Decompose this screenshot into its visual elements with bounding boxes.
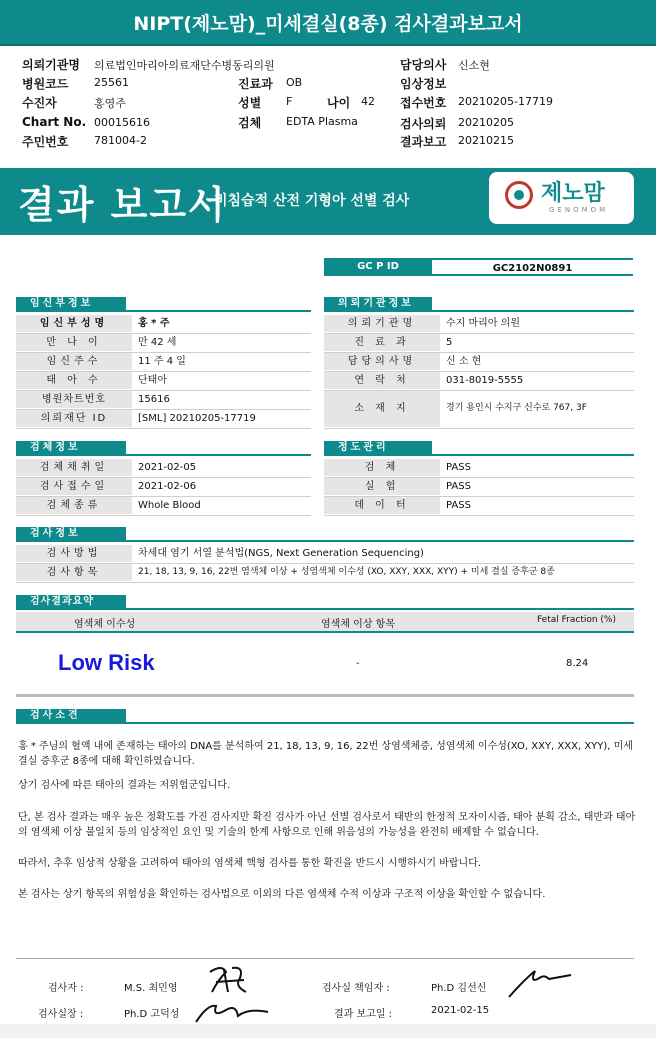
tester-label: 검사자 : <box>48 983 84 994</box>
summary-header-row <box>16 612 634 631</box>
meta-label-dept: 진료과 <box>238 77 273 91</box>
meta-label-institution: 의뢰기관명 <box>22 58 80 72</box>
footer-strip <box>0 1024 656 1038</box>
divider <box>16 540 634 542</box>
value-foundation-id: [SML] 20210205-17719 <box>138 413 256 424</box>
label-specimen-type: 검체종류 <box>16 497 132 514</box>
fetal-fraction-value: 8.24 <box>566 658 589 669</box>
label-test-items: 검사항목 <box>16 564 132 581</box>
value-qc-specimen: PASS <box>446 462 471 473</box>
meta-value-institution: 의료법인마리아의료재단수병동리의원 <box>94 59 275 72</box>
genomom-logo <box>489 172 634 224</box>
value-specimen-type: Whole Blood <box>138 500 201 511</box>
label-age: 만 나 이 <box>16 334 132 351</box>
meta-label-age: 나이 <box>327 96 351 110</box>
label-doctor-name: 담당의사명 <box>324 353 440 370</box>
row-divider <box>16 515 311 516</box>
report-date-value: 2021-02-15 <box>431 1005 490 1016</box>
value-gestation: 11 주 4 일 <box>138 356 186 367</box>
meta-label-clinical-info: 임상정보 <box>400 77 447 91</box>
section-specimen-header: 검체정보 <box>16 441 126 455</box>
lab-head-signature <box>505 965 575 1001</box>
meta-label-sex: 성별 <box>238 96 262 110</box>
divider <box>16 631 634 633</box>
opinion-paragraph-3: 단, 본 검사 결과는 매우 높은 정확도를 가진 검사지만 확진 검사가 아닌 선별 검사로서 태반의 한정적 모자이시즘, 태아 분획 감소, 태반과 태아의 염색체 이상 불일치 등의 임상적인 요인 및 기술의 한계 사항으로 인해 위음성의 가능성을 완전히 배제할 수 없습니다. <box>18 812 636 838</box>
meta-label-hospital-code: 병원코드 <box>22 77 69 91</box>
value-pregnant-name: 홍 * 주 <box>138 318 170 329</box>
logo-mark-icon <box>505 181 533 209</box>
meta-label-accession-no: 접수번호 <box>400 96 447 110</box>
gcpid-value: GC2102N0891 <box>432 258 633 276</box>
label-foundation-id: 의뢰재단 ID <box>16 410 132 427</box>
meta-value-doctor: 신소현 <box>458 59 490 72</box>
label-contact: 연 락 처 <box>324 372 440 389</box>
value-receipt-date: 2021-02-06 <box>138 481 197 492</box>
section-opinion-header: 검사소견 <box>16 709 126 723</box>
divider <box>16 454 311 456</box>
value-test-method: 차세대 염기 서열 분석법(NGS, Next Generation Sequencing) <box>138 548 424 559</box>
label-address: 소 재 지 <box>324 391 440 427</box>
section-qc-header: 정도관리 <box>324 441 432 455</box>
meta-value-age: 42 <box>361 95 375 108</box>
value-address: 경기 용인시 수지구 신수로 767, 3F <box>446 403 587 413</box>
opinion-paragraph-2: 상기 검사에 따른 태아의 결과는 저위험군입니다. <box>18 780 231 791</box>
meta-value-patient: 홍영주 <box>94 97 126 110</box>
divider <box>324 310 634 312</box>
banner-title: 결과 보고서 <box>18 183 227 227</box>
label-gestation: 임신주수 <box>16 353 132 370</box>
summary-col-aneuploidy: 염색체 이수성 <box>74 619 136 630</box>
report-title-bar <box>0 0 656 46</box>
meta-label-chart-no: Chart No. <box>22 115 87 129</box>
meta-value-chart-no: 00015616 <box>94 116 150 129</box>
abnormality-value: - <box>356 658 360 669</box>
value-collection-date: 2021-02-05 <box>138 462 197 473</box>
meta-value-hospital-code: 25561 <box>94 76 129 89</box>
section-institution-header: 의뢰기관정보 <box>324 297 432 311</box>
meta-label-report-date: 결과보고 <box>400 135 447 149</box>
tester-name: M.S. 최민영 <box>124 983 178 994</box>
value-fetus-count: 단태아 <box>138 375 167 386</box>
row-divider <box>324 428 634 429</box>
gcpid-label: GC P ID <box>324 258 432 276</box>
meta-label-patient: 수진자 <box>22 96 57 110</box>
director-name: Ph.D 고덕성 <box>124 1009 180 1020</box>
divider <box>16 694 634 697</box>
meta-label-request-date: 검사의뢰 <box>400 117 447 131</box>
divider <box>16 722 634 724</box>
meta-label-doctor: 담당의사 <box>400 58 447 72</box>
meta-label-resident-no: 주민번호 <box>22 135 69 149</box>
opinion-paragraph-5: 본 검사는 상기 항목의 위험성을 확인하는 검사법으로 이외의 다른 염색체 수적 이상과 구조적 이상을 확인할 수 없습니다. <box>18 889 546 900</box>
report-title: NIPT(제노맘)_미세결실(8종) 검사결과보고서 <box>133 12 523 35</box>
section-summary-header: 검사결과요약 <box>16 595 126 609</box>
meta-value-dept: OB <box>286 76 303 89</box>
value-doctor-name: 신 소 현 <box>446 356 482 367</box>
label-fetus-count: 태 아 수 <box>16 372 132 389</box>
meta-label-specimen: 검체 <box>238 116 262 130</box>
banner-subtitle: 비침습적 산전 기형아 선별 검사 <box>214 193 410 209</box>
row-divider <box>16 582 634 583</box>
meta-value-accession-no: 20210205-17719 <box>458 95 553 108</box>
summary-col-fetal-fraction: Fetal Fraction (%) <box>537 615 616 625</box>
value-qc-data: PASS <box>446 500 471 511</box>
label-test-method: 검사방법 <box>16 545 132 562</box>
label-qc-data: 데 이 터 <box>324 497 440 514</box>
meta-value-specimen: EDTA Plasma <box>286 115 358 128</box>
tester-signature <box>204 962 254 1000</box>
opinion-paragraph-1: 홍 * 주님의 혈액 내에 존재하는 태아의 DNA를 분석하여 21, 18, 13, 9, 16, 22번 상염색체증, 성염색체 이수성(XO, XXY, XXX, XYY), 미세 결실 증후군 8종에 대해 확인하였습니다. <box>18 741 633 767</box>
logo-subtext: GENOMOM <box>549 206 609 214</box>
row-divider <box>16 428 311 429</box>
meta-value-resident-no: 781004-2 <box>94 134 147 147</box>
director-signature <box>192 996 272 1026</box>
request-info-block <box>0 48 656 168</box>
opinion-paragraph-4: 따라서, 추후 임상적 상황을 고려하여 태아의 염색체 핵형 검사를 통한 확진을 반드시 시행하시기 바랍니다. <box>18 858 482 869</box>
label-department: 진 료 과 <box>324 334 440 351</box>
label-receipt-date: 검사접수일 <box>16 478 132 495</box>
label-chart-no: 병원차트번호 <box>16 391 132 408</box>
logo-text: 제노맘 <box>541 181 605 206</box>
divider <box>324 454 634 456</box>
risk-result: Low Risk <box>58 650 155 675</box>
value-institution-name: 수지 마리아 의원 <box>446 318 520 329</box>
divider <box>16 310 311 312</box>
divider <box>16 958 634 959</box>
report-date-label: 결과 보고일 : <box>334 1009 393 1020</box>
summary-col-abnormality: 염색체 이상 항목 <box>321 619 395 630</box>
lab-head-name: Ph.D 김선신 <box>431 983 487 994</box>
section-test-header: 검사정보 <box>16 527 126 541</box>
director-label: 검사실장 : <box>38 1009 84 1020</box>
label-qc-specimen: 검 체 <box>324 459 440 476</box>
label-collection-date: 검체채취일 <box>16 459 132 476</box>
value-qc-experiment: PASS <box>446 481 471 492</box>
lab-head-label: 검사실 책임자 : <box>322 983 390 994</box>
value-test-items: 21, 18, 13, 9, 16, 22번 염색체 이상 + 성염색체 이수성 (XO, XXY, XXX, XYY) + 미세 결실 증후군 8종 <box>138 567 555 577</box>
row-divider <box>324 515 634 516</box>
value-age: 만 42 세 <box>138 337 177 348</box>
meta-value-request-date: 20210205 <box>458 116 514 129</box>
value-chart-no: 15616 <box>138 394 170 405</box>
value-contact: 031-8019-5555 <box>446 375 524 386</box>
section-pregnant-header: 임신부정보 <box>16 297 126 311</box>
meta-value-sex: F <box>286 95 293 108</box>
label-institution-name: 의뢰기관명 <box>324 315 440 332</box>
label-qc-experiment: 실 험 <box>324 478 440 495</box>
value-department: 5 <box>446 337 453 348</box>
label-pregnant-name: 임신부성명 <box>16 315 132 332</box>
divider <box>16 608 634 610</box>
meta-value-report-date: 20210215 <box>458 134 514 147</box>
